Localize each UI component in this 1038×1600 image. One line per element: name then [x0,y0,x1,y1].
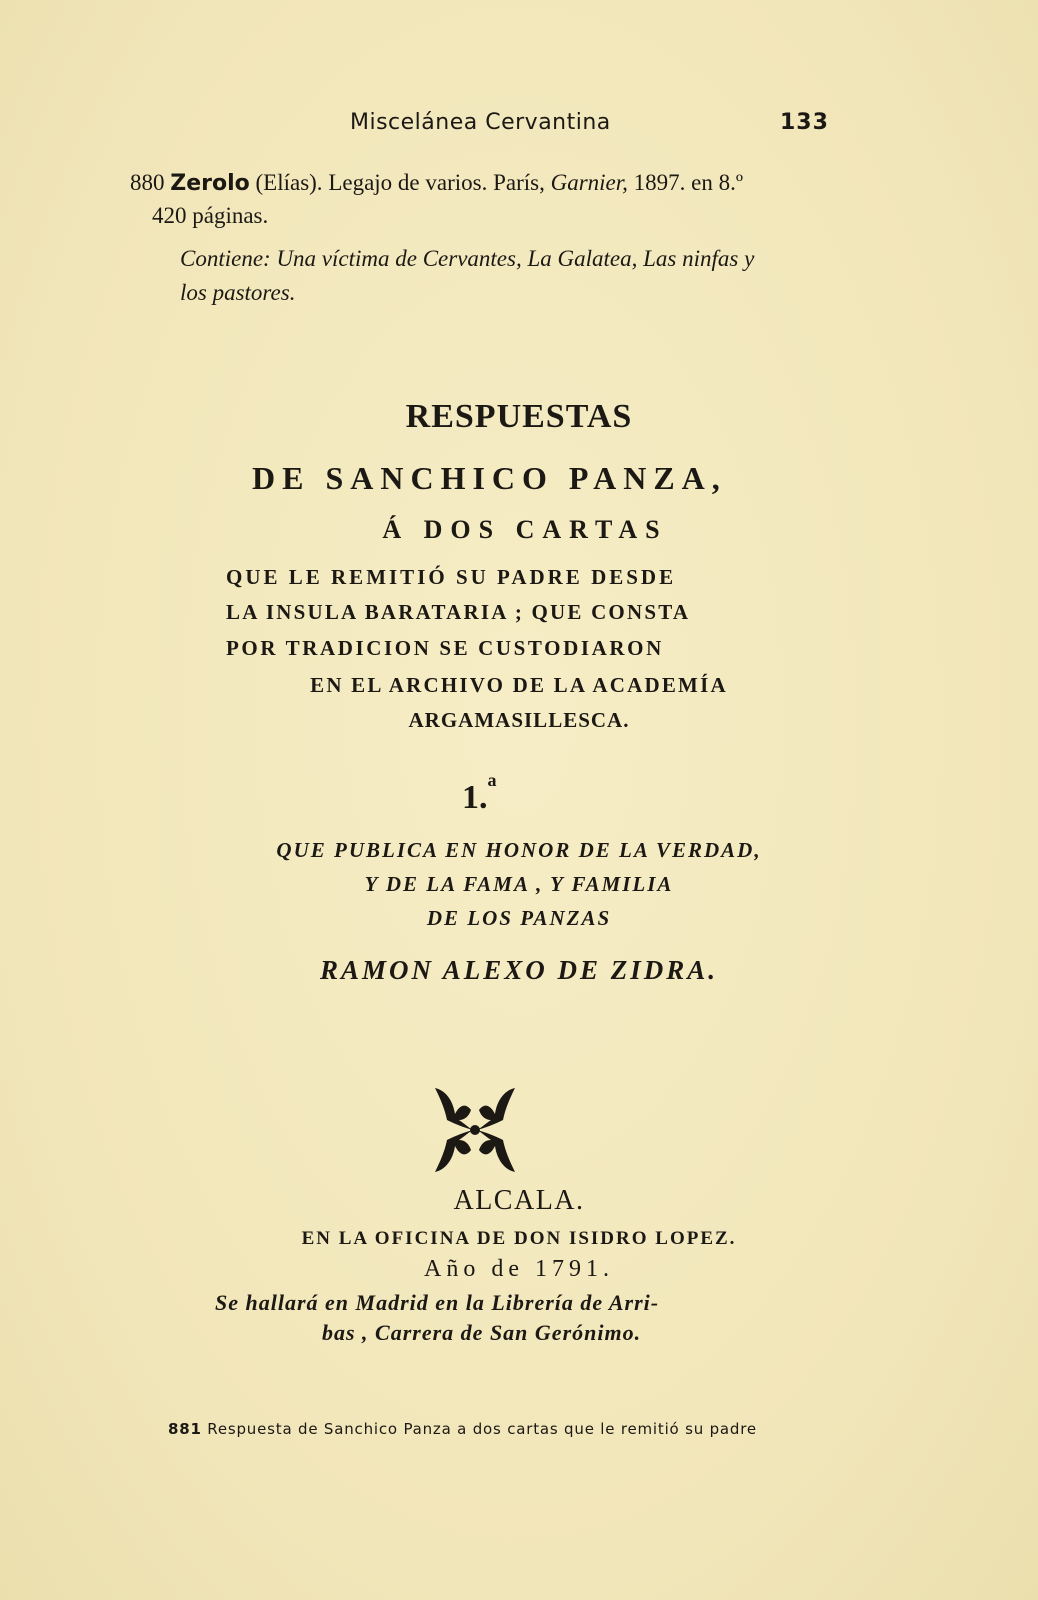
entry-publisher: Garnier, [550,170,628,195]
facsimile-subtitle-line: QUE LE REMITIÓ SU PADRE DESDE [226,565,677,589]
entry-title: Legajo de varios. París, [328,170,545,195]
dedication-line: DE LOS PANZAS [426,906,612,930]
part-number-value: 1. [462,779,488,816]
facsimile-subtitle-line: POR TRADICION SE CUSTODIARON [226,636,664,660]
dedication-line: Y DE LA FAMA , Y FAMILIA [364,872,674,896]
dedication-line: QUE PUBLICA EN HONOR DE LA VERDAD, [276,838,762,862]
author-pseudonym: RAMON ALEXO DE ZIDRA. [319,955,719,985]
entry-880-line1 [130,170,743,196]
entry-contents-line2: los pastores. [180,280,296,305]
imprint-seller-line2: bas , Carrera de San Gerónimo. [322,1320,642,1345]
entry-author: Zerolo [170,171,250,196]
part-number [462,770,497,817]
imprint-printer: EN LA OFICINA DE DON ISIDRO LOPEZ. [301,1228,737,1249]
imprint-seller-line1: Se hallará en Madrid en la Librería de Arri- [215,1290,660,1315]
printer-ornament-icon [425,1080,525,1180]
caption-number: 881 [168,1420,202,1438]
facsimile-subtitle-line: EN EL ARCHIVO DE LA ACADEMÍA [310,673,728,697]
entry-number: 880 [130,170,165,195]
facsimile-title: RESPUESTAS [405,398,633,435]
facsimile-subtitle-2: Á DOS CARTAS [382,515,668,544]
entry-imprint: 1897. en 8.º [633,170,743,195]
running-title: Miscelánea Cervantina [350,110,611,135]
page-number: 133 [780,110,829,135]
facsimile-subtitle-1: DE SANCHICO PANZA, [252,460,727,496]
entry-contents-line1: Contiene: Una víctima de Cervantes, La Galatea, Las ninfas y [180,246,755,271]
facsimile-subtitle-line: LA INSULA BARATARIA ; QUE CONSTA [226,600,691,624]
imprint-place: ALCALA. [453,1185,585,1216]
entry-author-given: (Elías). [255,170,323,195]
caption-text: Respuesta de Sanchico Panza a dos cartas que le remitió su padre [207,1420,757,1438]
entry-pages: 420 páginas. [152,203,269,228]
facsimile-subtitle-line: ARGAMASILLESCA. [408,708,630,732]
figure-caption [168,1420,757,1438]
imprint-year: Año de 1791. [424,1256,614,1282]
part-number-sup: a [487,770,497,790]
